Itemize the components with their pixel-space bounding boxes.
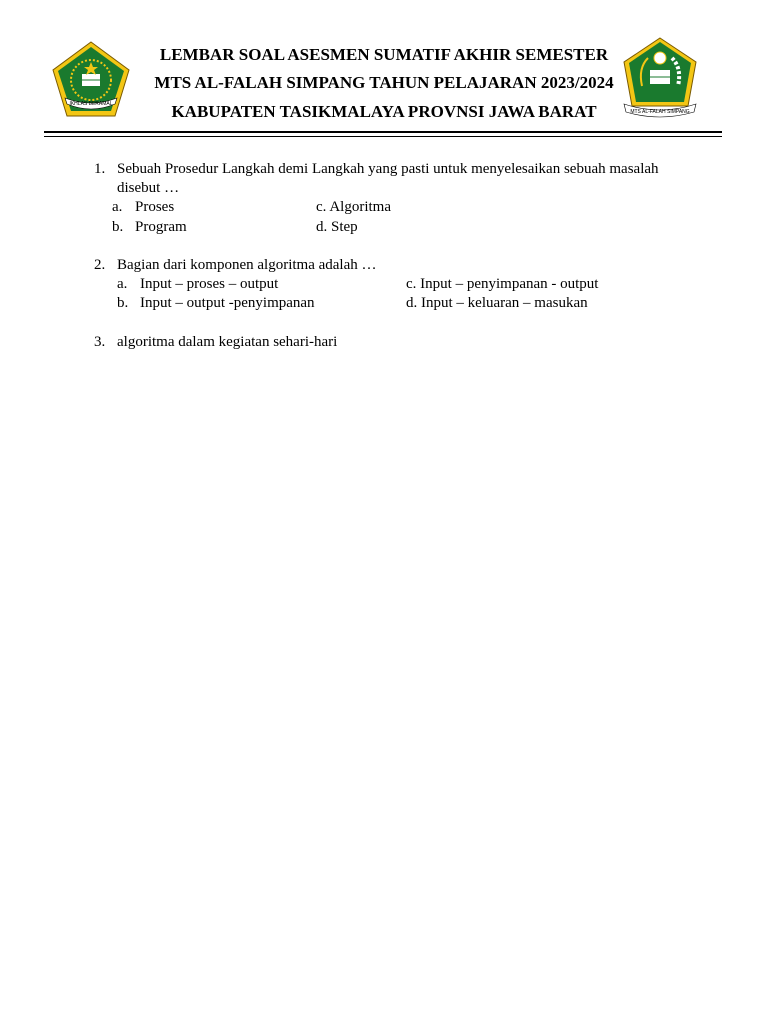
kemenag-emblem-icon — [51, 40, 131, 120]
question-1-text: Sebuah Prosedur Langkah demi Langkah yang pasti untuk menyelesaikan sebuah masalah — [117, 161, 659, 177]
header-title-line-2: MTS AL-FALAH SIMPANG TAHUN PELAJARAN 2023/2024 — [154, 73, 614, 92]
question-2-option-c: c. Input – penyimpanan - output — [406, 276, 599, 292]
question-2-option-d: d. Input – keluaran – masukan — [406, 295, 588, 311]
question-2-option-a: Input – proses – output — [140, 276, 279, 292]
question-2-text: Bagian dari komponen algoritma adalah … — [117, 257, 377, 273]
right-logo-banner-text: MTS AL-FALAH SIMPANG — [630, 109, 690, 115]
question-1-number: 1. — [94, 161, 106, 177]
question-2-option-b: Input – output -penyimpanan — [140, 295, 315, 311]
header-divider-thin — [44, 136, 722, 137]
question-2-option-b-label: b. — [117, 295, 129, 311]
question-1-text-continued: disebut … — [117, 180, 180, 196]
question-2-option-a-label: a. — [117, 276, 128, 292]
question-1-option-d: d. Step — [316, 219, 358, 235]
header-divider-thick — [44, 131, 722, 133]
question-3-text: algoritma dalam kegiatan sehari-hari — [117, 334, 338, 350]
question-1-option-a: Proses — [135, 199, 175, 215]
question-1-option-b: Program — [135, 219, 187, 235]
header-title-line-1: LEMBAR SOAL ASESMEN SUMATIF AKHIR SEMESTER — [159, 45, 609, 64]
question-1-option-c: c. Algoritma — [316, 199, 391, 215]
header-title-line-3: KABUPATEN TASIKMALAYA PROVNSI JAWA BARAT — [171, 102, 597, 121]
left-logo-banner-text: IKHLAS BERAMAL — [69, 101, 113, 107]
question-1-option-a-label: a. — [112, 199, 123, 215]
question-3-number: 3. — [94, 334, 106, 350]
question-2-number: 2. — [94, 257, 106, 273]
question-1-option-b-label: b. — [112, 219, 124, 235]
